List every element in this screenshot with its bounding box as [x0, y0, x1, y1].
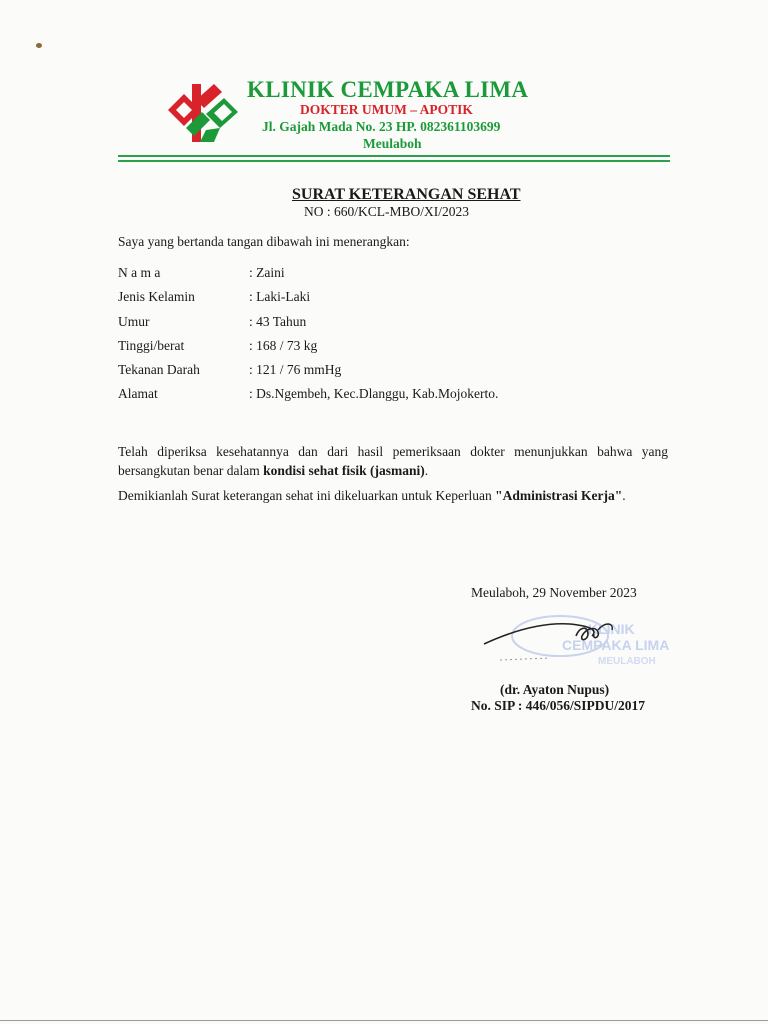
ink-speck — [36, 43, 42, 48]
field-value-address: : Ds.Ngembeh, Kec.Dlanggu, Kab.Mojokerto. — [249, 386, 499, 401]
field-label-age: Umur — [118, 314, 150, 329]
field-label-blood-pressure: Tekanan Darah — [118, 362, 200, 377]
header-rule-top — [118, 155, 670, 157]
purpose-post: . — [622, 488, 626, 503]
clinic-address: Jl. Gajah Mada No. 23 HP. 082361103699 — [262, 119, 501, 134]
field-value-name: : Zaini — [249, 265, 285, 280]
field-label-name: N a m a — [118, 265, 161, 280]
statement-line-2-pre: bersangkutan benar dalam — [118, 463, 264, 478]
purpose-paragraph — [118, 488, 626, 504]
intro-text: Saya yang bertanda tangan dibawah ini menerangkan: — [118, 234, 410, 249]
statement-line-1: Telah diperiksa kesehatannya dan dari hasil pemeriksaan dokter menunjukkan bahwa yang — [118, 444, 668, 459]
field-label-height-weight: Tinggi/berat — [118, 338, 185, 353]
purpose-bold: "Administrasi Kerja" — [495, 488, 623, 503]
svg-text:CEMPAKA LIMA: CEMPAKA LIMA — [562, 637, 670, 653]
signature-place-date: Meulaboh, 29 November 2023 — [471, 585, 637, 600]
signature-stamp-image — [480, 612, 700, 672]
field-label-gender: Jenis Kelamin — [118, 289, 195, 304]
clinic-logo-icon — [166, 80, 240, 144]
field-label-address: Alamat — [118, 386, 158, 401]
field-value-gender: : Laki-Laki — [249, 289, 311, 304]
page-bottom-edge — [0, 1020, 768, 1021]
document-number: NO : 660/KCL-MBO/XI/2023 — [304, 204, 469, 219]
clinic-name: KLINIK CEMPAKA LIMA — [247, 77, 529, 102]
svg-text:MEULABOH: MEULABOH — [598, 656, 656, 667]
field-value-blood-pressure: : 121 / 76 mmHg — [249, 362, 342, 377]
field-value-age: : 43 Tahun — [249, 314, 307, 329]
doctor-name: (dr. Ayaton Nupus) — [500, 682, 610, 697]
clinic-subtitle: DOKTER UMUM – APOTIK — [300, 102, 473, 117]
statement-line-2-bold: kondisi sehat fisik (jasmani) — [263, 463, 425, 478]
document-title: SURAT KETERANGAN SEHAT — [292, 186, 521, 203]
statement-paragraph — [118, 442, 668, 480]
field-value-height-weight: : 168 / 73 kg — [249, 338, 318, 353]
purpose-pre: Demikianlah Surat keterangan sehat ini dikeluarkan untuk Keperluan — [118, 488, 496, 503]
clinic-city: Meulaboh — [363, 136, 422, 151]
doctor-sip-number: No. SIP : 446/056/SIPDU/2017 — [471, 698, 646, 713]
svg-text:KLINIK: KLINIK — [588, 621, 635, 637]
header-rule-bottom — [118, 160, 670, 162]
statement-line-2-post: . — [424, 463, 429, 478]
